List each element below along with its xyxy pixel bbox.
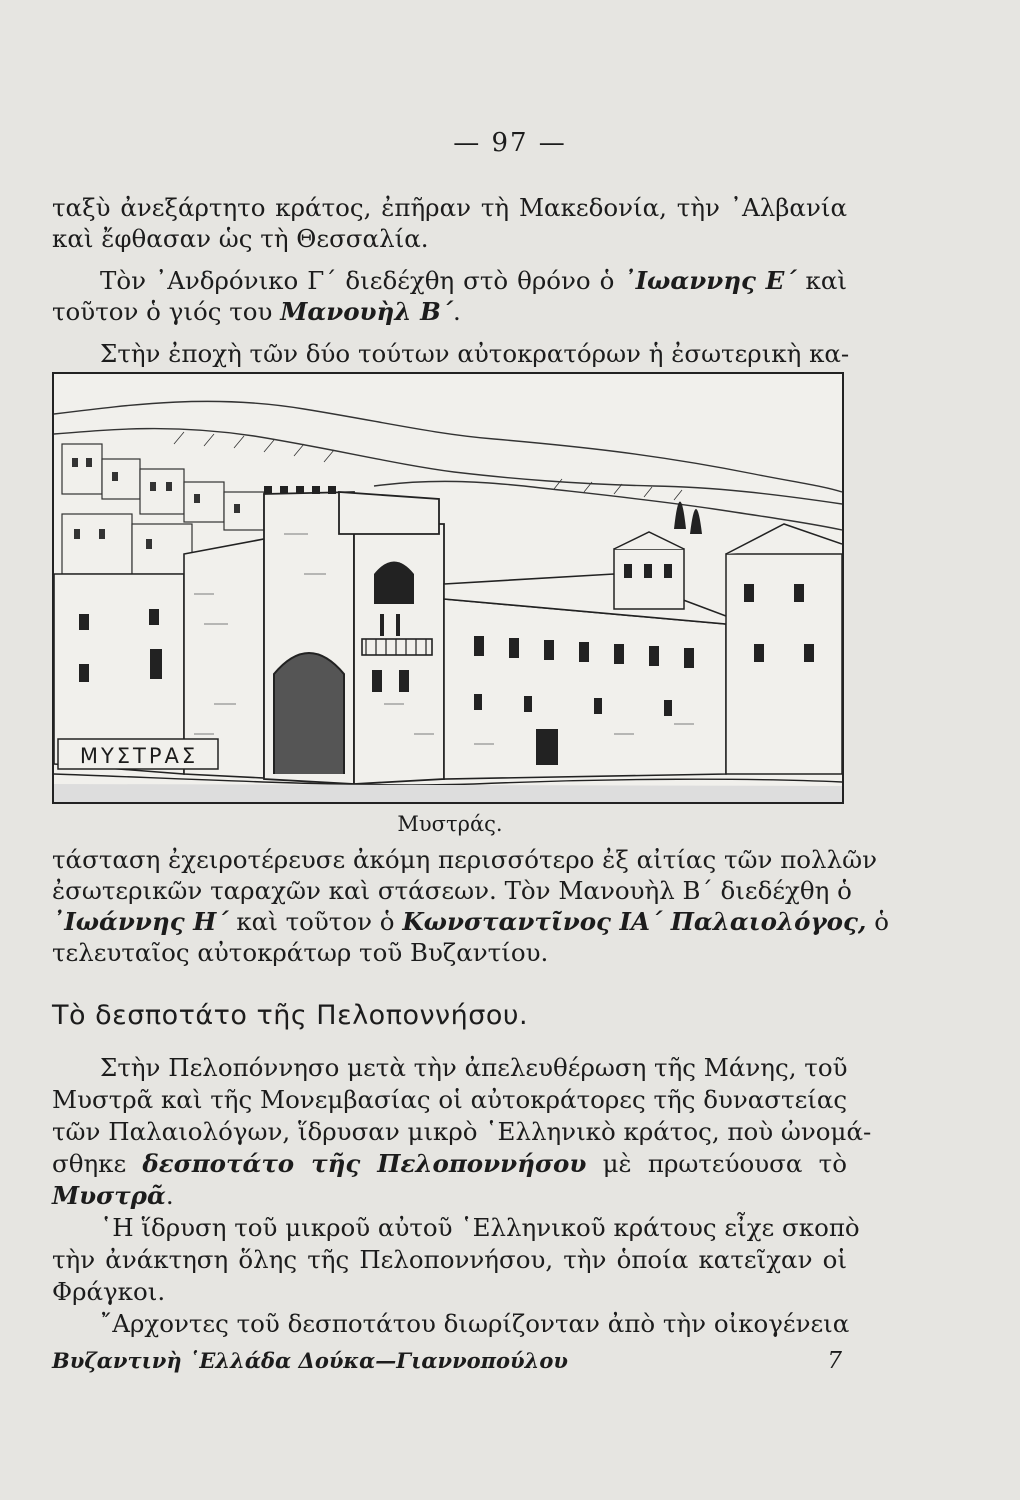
book-title: Βυζαντινὴ ῾Ελλάδα Δούκα—Γιαννοπούλου [52, 1348, 568, 1373]
text-line: σθηκε δεσποτάτο τῆς Πελοποννήσου μὲ πρωτεύουσα τὸ [52, 1149, 847, 1178]
text-line: καὶ ἔφθασαν ὡς τὴ Θεσσαλία. [52, 224, 429, 253]
text-line: Τὸν ᾿Ανδρόνικο Γ΄ διεδέχθη στὸ θρόνο ὁ ᾿Ιωαννης Ε΄ καὶ [100, 266, 848, 295]
text-line: ταξὺ ἀνεξάρτητο κράτος, ἐπῆραν τὴ Μακεδονία, τὴν ᾿Αλβανία [52, 193, 847, 222]
paragraph-block-middle [52, 844, 890, 968]
text-line: Φράγκοι. [52, 1277, 166, 1306]
text-line: τάσταση ἐχειροτέρευσε ἀκόμη περισσότερο ἐξ αἰτίας τῶν πολλῶν [52, 845, 877, 874]
emphasized-name: Μυστρᾶ [52, 1181, 166, 1210]
page-footer [52, 1348, 842, 1373]
text-line: ἐσωτερικῶν ταραχῶν καὶ στάσεων. Τὸν Μανουὴλ Β΄ διεδέχθη ὁ [52, 876, 852, 905]
text-line: Στὴν Πελοπόννησο μετὰ τὴν ἀπελευθέρωση τῆς Μάνης, τοῦ [100, 1053, 848, 1082]
signature-mark: 7 [827, 1348, 842, 1374]
figure-caption: Μυστράς. [397, 812, 503, 836]
section-heading: Τὸ δεσποτάτο τῆς Πελοποννήσου. [52, 1000, 529, 1031]
illustration-inscription: ΜΥΣΤΡΑΣ [79, 744, 199, 768]
text-line: τοῦτον ὁ γιός του Μανουὴλ Β΄. [52, 297, 461, 326]
illustration-drawing [54, 374, 842, 802]
text-line: ῎Αρχοντες τοῦ δεσποτάτου διωρίζονταν ἀπὸ τὴν οἰκογένεια [100, 1309, 850, 1338]
emphasized-name: ᾿Ιωαννης Ε΄ [623, 266, 797, 295]
text-line: Μυστρᾶ καὶ τῆς Μονεμβασίας οἱ αὐτοκράτορες τῆς δυναστείας [52, 1085, 848, 1114]
text-line: τὴν ἀνάκτηση ὅλης τῆς Πελοποννήσου, τὴν ὁποία κατεῖχαν οἱ [52, 1245, 847, 1274]
paragraph-block-bottom [52, 1052, 872, 1340]
text-line: ᾿Ιωάννης Η΄ καὶ τοῦτον ὁ Κωνσταντῖνος ΙΑ΄ Παλαιολόγος, ὁ [52, 907, 890, 936]
text-line: τελευταῖος αὐτοκράτωρ τοῦ Βυζαντίου. [52, 938, 549, 967]
emphasized-name: ᾿Ιωάννης Η΄ [52, 907, 229, 936]
page-number: — 97 — [453, 128, 567, 158]
text-line: ῾Η ἵδρυση τοῦ μικροῦ αὐτοῦ ῾Ελληνικοῦ κράτους εἶχε σκοπὸ [100, 1213, 860, 1242]
mystras-illustration [52, 372, 844, 804]
emphasized-name: Κωνσταντῖνος ΙΑ΄ Παλαιολόγος, [402, 907, 867, 936]
text-line: Στὴν ἐποχὴ τῶν δύο τούτων αὐτοκρατόρων ἡ ἐσωτερικὴ κα- [100, 339, 850, 368]
emphasized-term: δεσποτάτο τῆς Πελοποννήσου [142, 1149, 587, 1178]
text-line: τῶν Παλαιολόγων, ἵδρυσαν μικρὸ ῾Ελληνικὸ κράτος, ποὺ ὠνομά- [52, 1117, 872, 1146]
paragraph-block-top [52, 192, 850, 369]
emphasized-name: Μανουὴλ Β΄ [280, 297, 454, 326]
text-line: Μυστρᾶ. [52, 1181, 174, 1210]
